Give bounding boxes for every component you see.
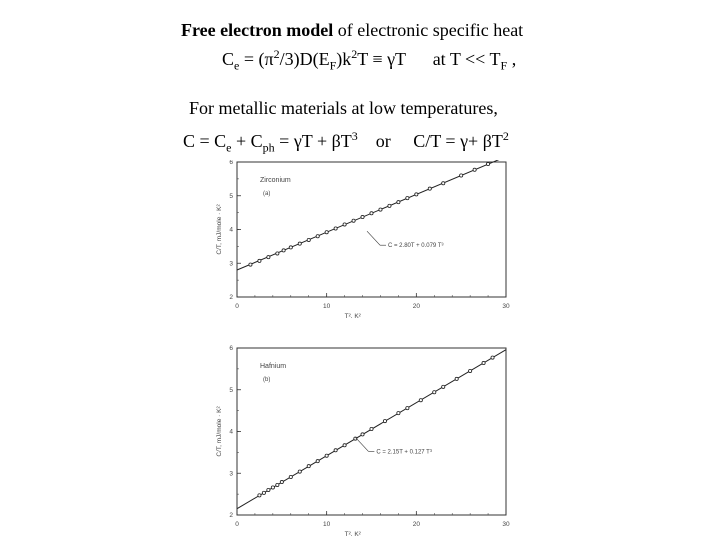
data-point <box>428 187 431 190</box>
heading-bold: Free electron model <box>181 20 334 40</box>
x-tick-label: 0 <box>235 303 239 310</box>
eq1-sup: 2 <box>351 47 358 61</box>
data-point <box>325 454 328 457</box>
data-point <box>316 460 319 463</box>
data-point <box>307 238 310 241</box>
data-point <box>262 491 265 494</box>
data-point <box>383 419 386 422</box>
y-tick-label: 4 <box>229 428 233 436</box>
x-tick-label: 20 <box>412 521 420 528</box>
data-point <box>361 433 364 436</box>
y-tick-label: 3 <box>229 470 233 478</box>
heading-line <box>181 20 523 40</box>
eq2-sub: ph <box>262 140 275 155</box>
annotation-leader <box>367 231 380 245</box>
x-axis-label: T², K² <box>344 313 361 318</box>
data-point <box>388 204 391 207</box>
y-tick-label: 5 <box>229 192 233 200</box>
data-point <box>267 256 270 259</box>
data-point <box>370 212 373 215</box>
data-point <box>334 449 337 452</box>
x-tick-label: 30 <box>502 303 510 310</box>
data-point <box>316 235 319 238</box>
eq1-part: )k <box>336 49 352 69</box>
data-point <box>442 182 445 185</box>
data-point <box>276 252 279 255</box>
total-heat-equation <box>183 126 509 158</box>
data-point <box>343 223 346 226</box>
y-tick-label: 5 <box>229 386 233 394</box>
eq1-part: , <box>507 49 517 69</box>
x-tick-label: 20 <box>412 303 420 310</box>
data-point <box>415 193 418 196</box>
eq1-sup: 2 <box>273 47 280 61</box>
data-point <box>307 465 310 468</box>
data-point <box>280 480 283 483</box>
y-tick-label: 2 <box>229 512 233 519</box>
data-point <box>469 369 472 372</box>
eq2-part: or C/T = γ+ βT <box>357 131 503 151</box>
y-axis-label: C/T, mJ/mole · K² <box>216 204 223 255</box>
data-point <box>406 407 409 410</box>
chart-subtitle: (a) <box>263 191 271 197</box>
x-tick-label: 30 <box>502 521 510 528</box>
data-point <box>249 263 252 266</box>
data-point <box>258 494 261 497</box>
data-point <box>298 242 301 245</box>
data-point <box>282 249 285 252</box>
data-point <box>460 174 463 177</box>
intro-text: For metallic materials at low temperatures, <box>189 98 498 118</box>
eq1-sub: F <box>500 58 508 73</box>
data-point <box>397 412 400 415</box>
data-point <box>361 215 364 218</box>
data-point <box>397 201 400 204</box>
y-tick-label: 2 <box>229 294 233 301</box>
eq2-part: + C <box>231 131 263 151</box>
x-axis-label: T², K² <box>344 531 361 536</box>
data-point <box>267 488 270 491</box>
eq1-sub: F <box>329 58 337 73</box>
y-tick-label: 6 <box>229 160 233 166</box>
x-tick-label: 10 <box>323 521 331 528</box>
eq2-sup: 3 <box>351 129 358 143</box>
data-point <box>271 486 274 489</box>
eq2-part: = γT + βT <box>274 131 352 151</box>
electronic-heat-equation <box>222 44 516 76</box>
data-point <box>406 197 409 200</box>
zirconium-plot <box>213 160 515 323</box>
eq1-part: /3)D(E <box>279 49 330 69</box>
annotation-leader <box>355 437 368 451</box>
chart-subtitle: (b) <box>263 377 271 383</box>
eq1-part: T ≡ γT at T << T <box>357 49 501 69</box>
hafnium-chart <box>213 344 515 536</box>
data-point <box>379 208 382 211</box>
x-tick-label: 0 <box>235 521 239 528</box>
data-point <box>334 227 337 230</box>
eq2-sup: 2 <box>502 129 509 143</box>
eq1-part: = (π <box>239 49 274 69</box>
data-point <box>289 475 292 478</box>
data-point <box>325 231 328 234</box>
y-axis-label: C/T, mJ/mole · K² <box>216 406 223 457</box>
data-point <box>433 391 436 394</box>
data-point <box>352 219 355 222</box>
eq1-sub: e <box>234 58 240 73</box>
y-tick-label: 3 <box>229 260 233 268</box>
chart-title: Zirconium <box>260 177 291 184</box>
data-point <box>473 168 476 171</box>
eq2-part: C = C <box>183 131 227 151</box>
heading-rest: of electronic specific heat <box>333 20 524 40</box>
data-point <box>343 444 346 447</box>
data-point <box>289 246 292 249</box>
data-point <box>482 361 485 364</box>
chart-title: Hafnium <box>260 363 287 370</box>
fit-annotation: C = 2.15T + 0.127 T³ <box>376 449 432 456</box>
zirconium-chart <box>213 160 515 318</box>
data-point <box>370 427 373 430</box>
data-point <box>486 162 489 165</box>
data-point <box>298 470 301 473</box>
x-tick-label: 10 <box>323 303 331 310</box>
data-point <box>491 356 494 359</box>
data-point <box>419 399 422 402</box>
hafnium-plot <box>213 344 515 541</box>
eq1-part: C <box>222 49 235 69</box>
eq2-sub: e <box>226 140 232 155</box>
fit-annotation: C = 2.80T + 0.079 T³ <box>388 243 444 250</box>
y-tick-label: 6 <box>229 345 233 352</box>
data-point <box>276 483 279 486</box>
data-point <box>258 259 261 262</box>
y-tick-label: 4 <box>229 226 233 234</box>
data-point <box>455 377 458 380</box>
data-point <box>442 385 445 388</box>
